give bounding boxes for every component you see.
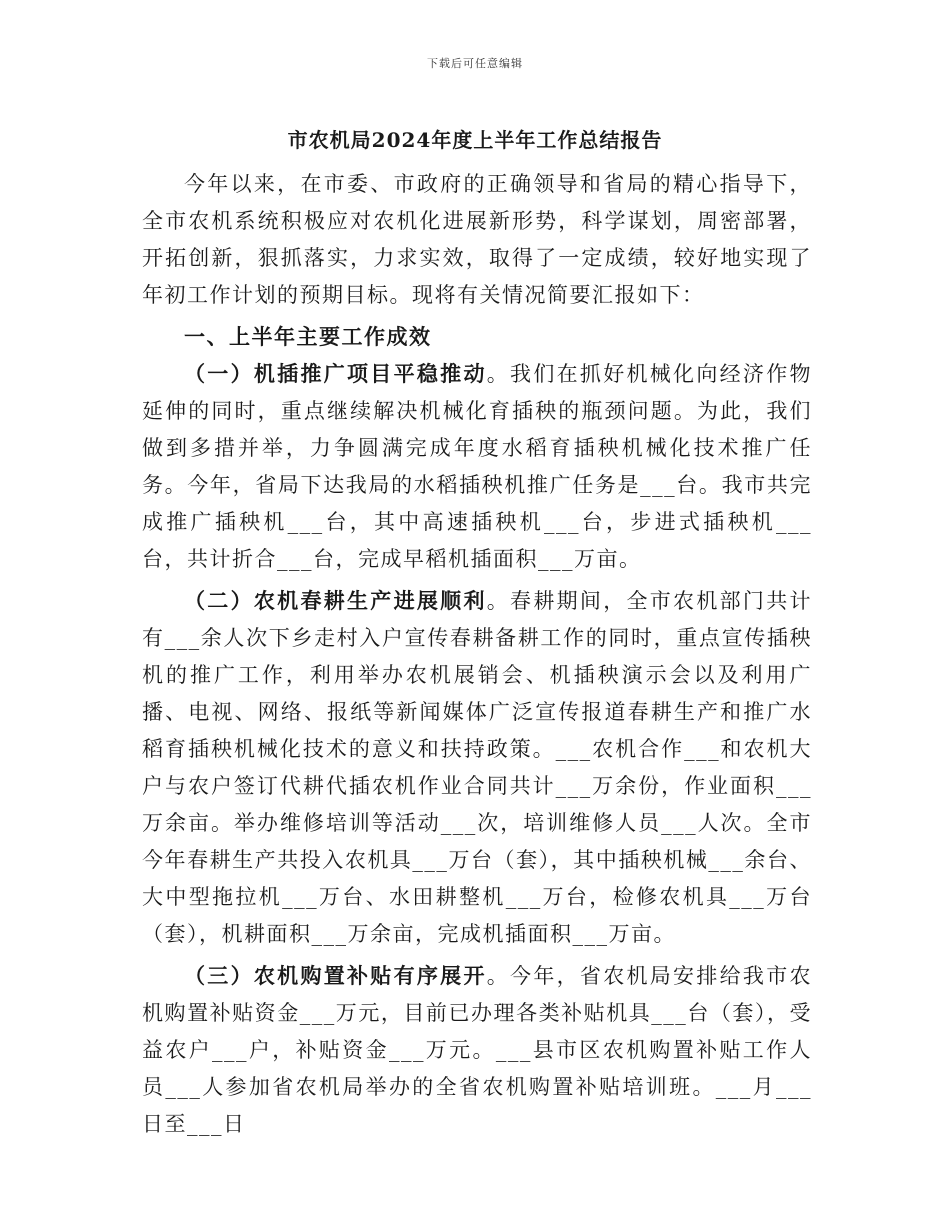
item-paragraph-2 — [142, 582, 812, 953]
document-title: 市农机局2024年度上半年工作总结报告 — [287, 128, 663, 152]
document-body — [142, 166, 812, 1147]
item-paragraph-1 — [142, 355, 812, 578]
item-body-2: 。春耕期间，全市农机部门共计有___余人次下乡走村入户宣传春耕备耕工作的同时，重点宣传插秧机的推广工作，利用举办农机展销会、机插秧演示会以及利用广播、电视、网络、报纸等新闻媒体广泛宣传报道春耕生产和推广水稻育插秧机械化技术的意义和扶持政策。___农机合作___和农机大户与农户签订代耕代插农机作业合同共计___万余份，作业面积___万余亩。举办维修培训等活动___次，培训维修人员___人次。全市今年春耕生产共投入农机具___万台（套），其中插秧机械___余台、大中型拖拉机___万台、水田耕整机___万台，检修农机具___万台（套），机耕面积___万余亩，完成机插面积___万亩。 — [142, 589, 812, 946]
section-heading: 一、上半年主要工作成效 — [184, 324, 432, 349]
item-body-3: 。今年，省农机局安排给我市农机购置补贴资金___万元，目前已办理各类补贴机具___台（套），受益农户___户，补贴资金___万元。___县市区农机购置补贴工作人员___人参加省农机局举办的全省农机购置补贴培训班。___月___日至___日 — [142, 964, 812, 1136]
item-paragraph-3 — [142, 957, 812, 1143]
item-lead-1: （一）机插推广项目平稳推动 — [184, 361, 487, 386]
item-lead-2: （二）农机春耕生产进展顺利 — [184, 588, 487, 613]
intro-paragraph: 今年以来，在市委、市政府的正确领导和省局的精心指导下，全市农机系统积极应对农机化进展新形势，科学谋划，周密部署，开拓创新，狠抓落实，力求实效，取得了一定成绩，较好地实现了年初工作计划的预期目标。现将有关情况简要汇报如下： — [142, 172, 812, 307]
header-note: 下载后可任意编辑 — [427, 57, 523, 70]
item-body-1: 。我们在抓好机械化向经济作物延伸的同时，重点继续解决机械化育插秧的瓶颈问题。为此，我们做到多措并举，力争圆满完成年度水稻育插秧机械化技术推广任务。今年，省局下达我局的水稻插秧机推广任务是___台。我市共完成推广插秧机___台，其中高速插秧机___台，步进式插秧机___台，共计折合___台，完成早稻机插面积___万亩。 — [142, 362, 812, 571]
item-lead-3: （三）农机购置补贴有序展开 — [184, 963, 487, 988]
